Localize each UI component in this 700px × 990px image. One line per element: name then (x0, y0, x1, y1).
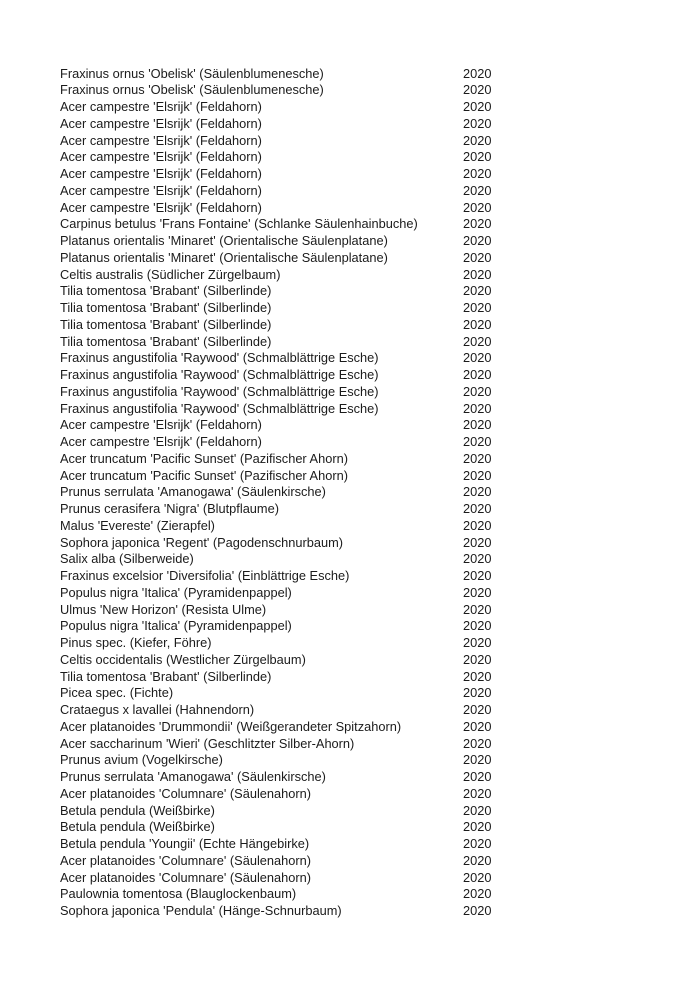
planting-year: 2020 (463, 852, 492, 868)
tree-name: Tilia tomentosa 'Brabant' (Silberlinde) (60, 668, 272, 684)
planting-year: 2020 (463, 551, 492, 567)
planting-year: 2020 (463, 316, 492, 332)
tree-name: Betula pendula 'Youngii' (Echte Hängebirke) (60, 836, 310, 851)
tree-name: Celtis occidentalis (Westlicher Zürgelbaum) (60, 651, 306, 667)
list-item (60, 803, 660, 820)
tree-name: Acer truncatum 'Pacific Sunset' (Pazifischer Ahorn) (60, 450, 348, 466)
list-item (60, 267, 660, 284)
planting-year: 2020 (463, 216, 492, 232)
tree-list (60, 66, 660, 920)
tree-name: Populus nigra 'Italica' (Pyramidenpappel) (60, 584, 292, 600)
tree-name: Fraxinus angustifolia 'Raywood' (Schmalblättrige Esche) (60, 400, 379, 416)
list-item (60, 786, 660, 803)
tree-name: Acer campestre 'Elsrijk' (Feldahorn) (60, 199, 262, 215)
planting-year: 2020 (463, 752, 492, 768)
list-item (60, 384, 660, 401)
tree-name: Acer platanoides 'Drummondii' (Weißgerandeter Spitzahorn) (60, 718, 402, 734)
list-item (60, 451, 660, 468)
list-item (60, 635, 660, 652)
tree-name: Betula pendula (Weißbirke) (60, 802, 215, 818)
planting-year: 2020 (463, 517, 492, 533)
tree-name: Tilia tomentosa 'Brabant' (Silberlinde) (60, 333, 272, 349)
planting-year: 2020 (463, 718, 492, 734)
tree-name: Salix alba (Silberweide) (60, 551, 194, 567)
list-item (60, 183, 660, 200)
planting-year: 2020 (463, 400, 492, 416)
planting-year: 2020 (463, 266, 492, 282)
tree-name: Acer truncatum 'Pacific Sunset' (Pazifischer Ahorn) (60, 467, 348, 483)
planting-year: 2020 (463, 886, 492, 902)
tree-name: Tilia tomentosa 'Brabant' (Silberlinde) (60, 283, 272, 299)
tree-name: Ulmus 'New Horizon' (Resista Ulme) (60, 601, 267, 617)
list-item (60, 736, 660, 753)
list-item (60, 200, 660, 217)
tree-name: Celtis australis (Südlicher Zürgelbaum) (60, 266, 281, 282)
tree-name: Sophora japonica 'Pendula' (Hänge-Schnurbaum) (60, 903, 342, 918)
list-item (60, 602, 660, 619)
list-item (60, 116, 660, 133)
list-item (60, 82, 660, 99)
tree-name: Carpinus betulus 'Frans Fontaine' (Schlanke Säulenhainbuche) (60, 216, 418, 232)
tree-name: Acer campestre 'Elsrijk' (Feldahorn) (60, 182, 262, 198)
list-item (60, 702, 660, 719)
list-item (60, 886, 660, 903)
planting-year: 2020 (463, 769, 492, 784)
tree-name: Acer campestre 'Elsrijk' (Feldahorn) (60, 166, 262, 181)
tree-name: Fraxinus ornus 'Obelisk' (Säulenblumenesche) (60, 65, 324, 81)
tree-name: Acer campestre 'Elsrijk' (Feldahorn) (60, 149, 262, 165)
tree-name: Fraxinus angustifolia 'Raywood' (Schmalblättrige Esche) (60, 350, 379, 366)
planting-year: 2020 (463, 836, 492, 851)
planting-year: 2020 (463, 501, 492, 516)
tree-name: Prunus serrulata 'Amanogawa' (Säulenkirsche) (60, 484, 326, 500)
planting-year: 2020 (463, 785, 492, 801)
tree-name: Acer campestre 'Elsrijk' (Feldahorn) (60, 132, 262, 148)
list-item (60, 618, 660, 635)
list-item (60, 551, 660, 568)
tree-name: Fraxinus ornus 'Obelisk' (Säulenblumenesche) (60, 82, 324, 98)
tree-name: Tilia tomentosa 'Brabant' (Silberlinde) (60, 316, 272, 332)
tree-name: Prunus cerasifera 'Nigra' (Blutpflaume) (60, 501, 279, 516)
list-item (60, 133, 660, 150)
planting-year: 2020 (463, 484, 492, 500)
tree-name: Picea spec. (Fichte) (60, 685, 174, 701)
list-item (60, 233, 660, 250)
planting-year: 2020 (463, 367, 492, 382)
list-item (60, 501, 660, 518)
tree-name: Prunus serrulata 'Amanogawa' (Säulenkirsche) (60, 769, 326, 784)
list-item (60, 752, 660, 769)
tree-name: Populus nigra 'Italica' (Pyramidenpappel) (60, 618, 292, 634)
list-item (60, 367, 660, 384)
list-item (60, 535, 660, 552)
tree-name: Acer campestre 'Elsrijk' (Feldahorn) (60, 115, 262, 131)
list-item (60, 334, 660, 351)
planting-year: 2020 (463, 166, 492, 181)
tree-name: Tilia tomentosa 'Brabant' (Silberlinde) (60, 300, 272, 315)
list-item (60, 317, 660, 334)
tree-name: Acer campestre 'Elsrijk' (Feldahorn) (60, 99, 262, 114)
planting-year: 2020 (463, 651, 492, 667)
list-item (60, 283, 660, 300)
planting-year: 2020 (463, 199, 492, 215)
list-item (60, 216, 660, 233)
planting-year: 2020 (463, 668, 492, 684)
planting-year: 2020 (463, 350, 492, 366)
planting-year: 2020 (463, 618, 492, 634)
tree-name: Malus 'Evereste' (Zierapfel) (60, 517, 215, 533)
tree-name: Fraxinus excelsior 'Diversifolia' (Einblättrige Esche) (60, 568, 350, 583)
planting-year: 2020 (463, 568, 492, 583)
tree-name: Acer campestre 'Elsrijk' (Feldahorn) (60, 417, 262, 433)
planting-year: 2020 (463, 115, 492, 131)
list-item (60, 434, 660, 451)
planting-year: 2020 (463, 300, 492, 315)
list-item (60, 769, 660, 786)
tree-name: Acer saccharinum 'Wieri' (Geschlitzter Silber-Ahorn) (60, 735, 355, 751)
list-item (60, 819, 660, 836)
list-item (60, 585, 660, 602)
list-item (60, 484, 660, 501)
planting-year: 2020 (463, 802, 492, 818)
planting-year: 2020 (463, 333, 492, 349)
list-item (60, 568, 660, 585)
planting-year: 2020 (463, 534, 492, 550)
tree-name: Sophora japonica 'Regent' (Pagodenschnurbaum) (60, 534, 344, 550)
planting-year: 2020 (463, 132, 492, 148)
list-item (60, 685, 660, 702)
planting-year: 2020 (463, 702, 492, 717)
list-item (60, 250, 660, 267)
list-item (60, 669, 660, 686)
planting-year: 2020 (463, 903, 492, 918)
planting-year: 2020 (463, 233, 492, 248)
tree-name: Acer platanoides 'Columnare' (Säulenahorn) (60, 869, 312, 885)
list-item (60, 903, 660, 920)
tree-name: Paulownia tomentosa (Blauglockenbaum) (60, 886, 297, 902)
planting-year: 2020 (463, 450, 492, 466)
planting-year: 2020 (463, 99, 492, 114)
tree-name: Acer campestre 'Elsrijk' (Feldahorn) (60, 434, 262, 449)
tree-name: Platanus orientalis 'Minaret' (Orientalische Säulenplatane) (60, 249, 388, 265)
planting-year: 2020 (463, 283, 492, 299)
list-item (60, 652, 660, 669)
tree-name: Acer platanoides 'Columnare' (Säulenahorn) (60, 785, 312, 801)
planting-year: 2020 (463, 65, 492, 81)
planting-year: 2020 (463, 149, 492, 165)
planting-year: 2020 (463, 819, 492, 835)
list-item (60, 66, 660, 83)
planting-year: 2020 (463, 249, 492, 265)
list-item (60, 719, 660, 736)
list-item (60, 166, 660, 183)
planting-year: 2020 (463, 383, 492, 399)
tree-name: Crataegus x lavallei (Hahnendorn) (60, 702, 255, 717)
planting-year: 2020 (463, 635, 492, 650)
list-item (60, 836, 660, 853)
planting-year: 2020 (463, 601, 492, 617)
list-item (60, 870, 660, 887)
planting-year: 2020 (463, 869, 492, 885)
planting-year: 2020 (463, 685, 492, 701)
tree-name: Platanus orientalis 'Minaret' (Orientalische Säulenplatane) (60, 233, 388, 248)
list-item (60, 300, 660, 317)
tree-name: Prunus avium (Vogelkirsche) (60, 752, 223, 768)
list-item (60, 518, 660, 535)
list-item (60, 853, 660, 870)
tree-name: Acer platanoides 'Columnare' (Säulenahorn) (60, 852, 312, 868)
planting-year: 2020 (463, 467, 492, 483)
list-item (60, 468, 660, 485)
list-item (60, 417, 660, 434)
list-item (60, 149, 660, 166)
list-item (60, 350, 660, 367)
tree-name: Pinus spec. (Kiefer, Föhre) (60, 635, 212, 650)
tree-name: Betula pendula (Weißbirke) (60, 819, 215, 835)
planting-year: 2020 (463, 417, 492, 433)
planting-year: 2020 (463, 82, 492, 98)
planting-year: 2020 (463, 584, 492, 600)
planting-year: 2020 (463, 182, 492, 198)
tree-name: Fraxinus angustifolia 'Raywood' (Schmalblättrige Esche) (60, 367, 379, 382)
list-item (60, 401, 660, 418)
planting-year: 2020 (463, 735, 492, 751)
planting-year: 2020 (463, 434, 492, 449)
tree-name: Fraxinus angustifolia 'Raywood' (Schmalblättrige Esche) (60, 383, 379, 399)
list-item (60, 99, 660, 116)
